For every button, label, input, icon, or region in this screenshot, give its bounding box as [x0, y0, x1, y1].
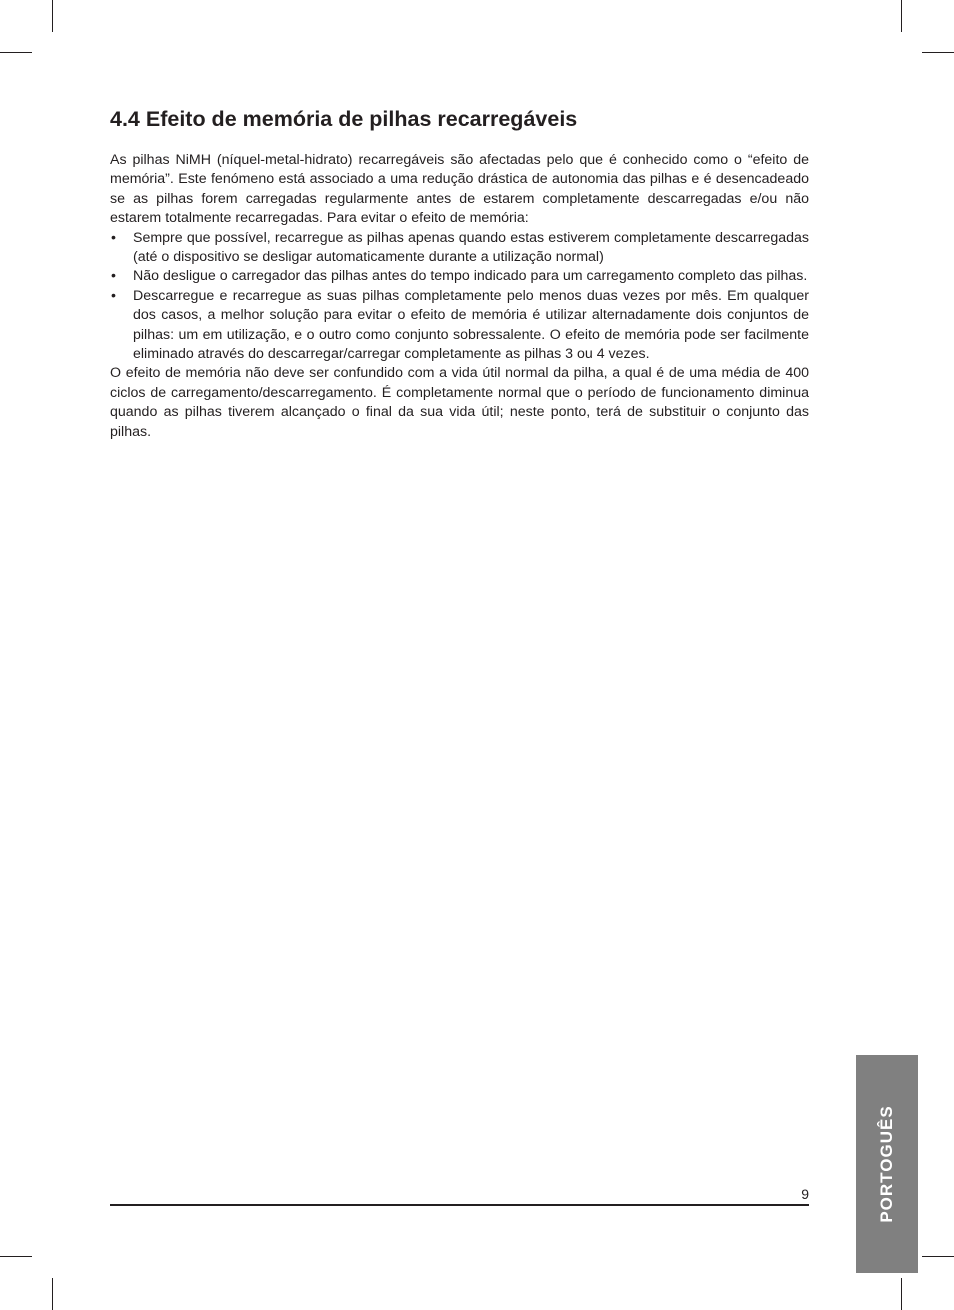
page-number: 9	[801, 1186, 809, 1202]
crop-mark-top-left-h	[0, 52, 32, 53]
crop-mark-bottom-right-v	[901, 1278, 902, 1310]
bullet-icon: •	[111, 287, 116, 304]
intro-paragraph: As pilhas NiMH (níquel-metal-hidrato) recarregáveis são afectadas pelo que é conhecido como o “efeito de memória”. Este fenómeno está associado a uma redução drástica de autonomia das pilhas e é desencadeado se as pilhas forem carregadas regularmente antes de estarem completamente descarregadas e/ou não estarem totalmente recarregadas. Para evitar o efeito de memória:	[110, 152, 809, 227]
bullet-item	[110, 229, 809, 268]
footer-rule	[110, 1204, 809, 1206]
closing-paragraph: O efeito de memória não deve ser confundido com a vida útil normal da pilha, a qual é de uma média de 400 ciclos de carregamento/descarregamento. É completamente normal que o período de funcionamento diminua quando as pilhas tiverem alcançado o final da sua vida útil; neste ponto, terá de substituir o conjunto das pilhas.	[110, 365, 809, 440]
bullet-icon: •	[111, 268, 116, 285]
language-tab-label: PORTOGUÊS	[877, 1105, 896, 1223]
bullet-list	[110, 229, 809, 365]
crop-mark-top-left-v	[52, 0, 53, 32]
section-heading: 4.4 Efeito de memória de pilhas recarregáveis	[110, 107, 578, 131]
bullet-text: Descarregue e recarregue as suas pilhas completamente pelo menos duas vezes por mês. Em qualquer dos casos, a melhor solução para evitar o efeito de memória é utilizar alternadamente dois conjuntos de pilhas: um em utilização, e o outro como conjunto sobressalente. O efeito de memória pode ser facilmente eliminado através do descarregar/carregar completamente as pilhas 3 ou 4 vezes.	[133, 287, 809, 363]
crop-mark-bottom-left-h	[0, 1256, 32, 1257]
bullet-item	[110, 287, 809, 365]
bullet-icon: •	[111, 229, 116, 246]
crop-mark-top-right-v	[901, 0, 902, 32]
language-side-tab	[856, 1055, 918, 1273]
bullet-text: Sempre que possível, recarregue as pilhas apenas quando estas estiverem completamente descarregadas (até o dispositivo se desligar automaticamente durante a utilização normal)	[133, 229, 809, 266]
bullet-text: Não desligue o carregador das pilhas antes do tempo indicado para um carregamento completo das pilhas.	[133, 268, 808, 285]
crop-mark-bottom-left-v	[52, 1278, 53, 1310]
section-body	[110, 151, 809, 442]
crop-mark-top-right-h	[922, 52, 954, 53]
bullet-item	[110, 267, 809, 286]
crop-mark-bottom-right-h	[922, 1256, 954, 1257]
